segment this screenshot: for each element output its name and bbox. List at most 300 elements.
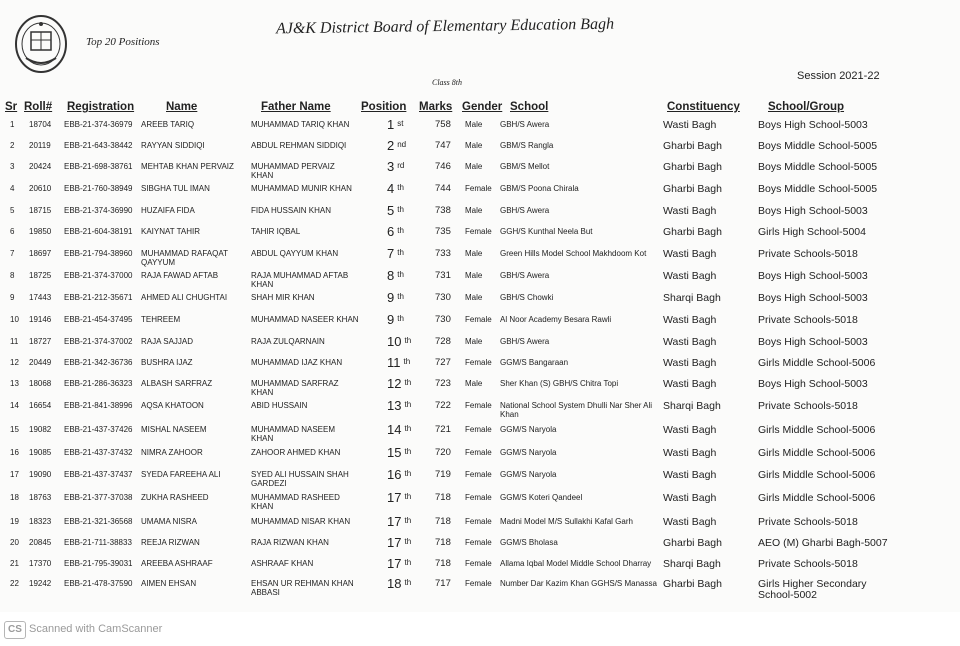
cell-registration: EBB-21-795-39031 (64, 559, 133, 568)
table-row (0, 535, 960, 558)
cell-sr: 13 (10, 379, 19, 388)
cell-sr: 3 (10, 162, 15, 171)
cell-roll: 20845 (29, 538, 52, 547)
position-suffix: th (397, 270, 404, 279)
cell-constituency: Wasti Bagh (663, 336, 717, 348)
cell-marks: 744 (435, 183, 451, 194)
scanner-footer (0, 612, 960, 646)
cell-father-name: ABDUL QAYYUM KHAN (251, 249, 339, 258)
table-row (0, 576, 960, 601)
cell-school: GBM/S Rangla (500, 141, 554, 150)
cell-marks: 721 (435, 424, 451, 435)
cell-marks: 733 (435, 248, 451, 259)
table-row (0, 246, 960, 269)
cell-sr: 6 (10, 227, 15, 236)
position-number: 10 (387, 334, 402, 349)
cell-marks: 738 (435, 205, 451, 216)
cell-father-name: ABID HUSSAIN (251, 401, 308, 410)
cell-school-group: AEO (M) Gharbi Bagh-5007 (758, 537, 888, 549)
cell-name: KAIYNAT TAHIR (141, 227, 200, 236)
cell-position (387, 468, 411, 482)
cell-gender: Male (465, 271, 483, 280)
cell-father-name: SYED ALI HUSSAIN SHAH GARDEZI (251, 470, 349, 488)
cell-sr: 20 (10, 538, 19, 547)
cell-position (387, 557, 411, 571)
table-row (0, 467, 960, 490)
col-sr: Sr (5, 101, 18, 113)
cell-position (387, 118, 403, 132)
col-school-group: School/Group (768, 101, 845, 113)
cell-constituency: Gharbi Bagh (663, 183, 722, 195)
cell-position (387, 313, 404, 327)
cell-father-name: MUHAMMAD SARFRAZ KHAN (251, 379, 339, 397)
col-name: Name (166, 101, 198, 113)
cell-registration: EBB-21-478-37590 (64, 579, 133, 588)
cell-school: GGM/S Naryola (500, 470, 557, 479)
cell-position (387, 269, 404, 283)
cell-position (387, 160, 404, 174)
cell-name: ALBASH SARFRAZ (141, 379, 213, 388)
cell-gender: Male (465, 120, 483, 129)
cell-constituency: Wasti Bagh (663, 492, 717, 504)
position-number: 17 (387, 514, 402, 529)
cell-sr: 16 (10, 448, 19, 457)
cell-marks: 727 (435, 357, 451, 368)
position-suffix: th (403, 357, 411, 366)
cell-father-name: MUHAMMAD MUNIR KHAN (251, 184, 352, 193)
position-suffix: th (404, 558, 412, 567)
position-suffix: th (404, 400, 412, 409)
cell-school: Madni Model M/S Sullakhi Kafal Garh (500, 517, 633, 526)
cell-marks: 723 (435, 378, 451, 389)
cell-name: MUHAMMAD RAFAQAT QAYYUM (141, 249, 228, 267)
cell-constituency: Wasti Bagh (663, 357, 717, 369)
cell-position (387, 291, 404, 305)
cell-registration: EBB-21-212-35671 (64, 293, 133, 302)
cell-position (387, 182, 404, 196)
cell-position (387, 335, 411, 349)
cell-school: National School System Dhulli Nar Sher Ali Khan (500, 401, 653, 419)
cell-school-group: Boys High School-5003 (758, 336, 868, 348)
cell-school: GBH/S Awera (500, 120, 550, 129)
position-suffix: rd (397, 161, 405, 170)
cell-father-name: RAJA MUHAMMAD AFTAB KHAN (251, 271, 349, 289)
cell-gender: Male (465, 337, 483, 346)
col-constituency: Constituency (667, 101, 740, 113)
position-suffix: nd (397, 140, 407, 149)
table-row (0, 181, 960, 204)
table-row (0, 376, 960, 399)
cell-roll: 18697 (29, 249, 52, 258)
cell-position (387, 377, 411, 391)
cell-registration: EBB-21-760-38949 (64, 184, 133, 193)
cell-school-group: Girls Middle School-5006 (758, 424, 876, 436)
cell-gender: Female (465, 401, 492, 410)
cell-name: SIBGHA TUL IMAN (141, 184, 210, 193)
position-suffix: th (397, 183, 404, 192)
cell-roll: 19090 (29, 470, 52, 479)
cell-registration: EBB-21-377-37038 (64, 493, 133, 502)
position-number: 17 (387, 535, 402, 550)
position-suffix: th (404, 516, 412, 525)
table-row (0, 334, 960, 357)
position-number: 11 (387, 355, 401, 370)
table-row (0, 268, 960, 291)
cell-position (387, 491, 411, 505)
cell-roll: 20449 (29, 358, 52, 367)
cell-roll: 19082 (29, 425, 52, 434)
cell-school: GBH/S Chowki (500, 293, 554, 302)
cell-gender: Male (465, 293, 483, 302)
cell-father-name: MUHAMMAD NISAR KHAN (251, 517, 351, 526)
position-suffix: th (404, 447, 412, 456)
cell-constituency: Wasti Bagh (663, 447, 717, 459)
position-suffix: th (397, 248, 404, 257)
cell-school: GGM/S Naryola (500, 425, 557, 434)
position-suffix: th (397, 314, 404, 323)
cell-name: AHMED ALI CHUGHTAI (141, 293, 228, 302)
cell-position (387, 536, 411, 550)
cell-sr: 22 (10, 579, 19, 588)
cell-roll: 18323 (29, 517, 52, 526)
cell-gender: Female (465, 184, 492, 193)
col-father-name: Father Name (261, 101, 331, 113)
position-suffix: th (404, 578, 412, 587)
cell-school-group: Private Schools-5018 (758, 400, 858, 412)
cell-gender: Female (465, 315, 492, 324)
cell-constituency: Sharqi Bagh (663, 292, 721, 304)
table-row (0, 224, 960, 247)
cell-roll: 18704 (29, 120, 52, 129)
position-number: 5 (387, 203, 395, 218)
cell-marks: 728 (435, 336, 451, 347)
table-row (0, 312, 960, 335)
position-number: 9 (387, 312, 395, 327)
cell-school: GGH/S Kunthal Neela But (500, 227, 593, 236)
cell-gender: Male (465, 379, 483, 388)
cell-sr: 4 (10, 184, 15, 193)
cell-sr: 10 (10, 315, 19, 324)
cell-registration: EBB-21-374-36979 (64, 120, 133, 129)
position-suffix: st (397, 119, 404, 128)
cell-name: MISHAL NASEEM (141, 425, 207, 434)
position-number: 3 (387, 159, 395, 174)
cell-marks: 719 (435, 469, 451, 480)
cell-roll: 17370 (29, 559, 52, 568)
cell-roll: 20119 (29, 141, 51, 150)
cell-marks: 735 (435, 226, 451, 237)
cell-sr: 11 (10, 337, 19, 346)
cell-registration: EBB-21-286-36323 (64, 379, 133, 388)
cell-marks: 718 (435, 516, 451, 527)
cell-gender: Female (465, 517, 492, 526)
position-number: 7 (387, 246, 395, 261)
page-title: AJ&K District Board of Elementary Education Bagh (275, 15, 615, 38)
cell-school-group: Boys High School-5003 (758, 119, 868, 131)
cell-school: GBM/S Mellot (500, 162, 550, 171)
cell-name: SYEDA FAREEHA ALI (141, 470, 221, 479)
position-suffix: th (397, 205, 404, 214)
cell-father-name: ABDUL REHMAN SIDDIQI (251, 141, 347, 150)
position-number: 12 (387, 376, 402, 391)
cell-school-group: Girls Middle School-5006 (758, 357, 876, 369)
cell-gender: Male (465, 249, 483, 258)
table-row (0, 355, 960, 378)
cell-marks: 746 (435, 161, 451, 172)
cell-sr: 15 (10, 425, 19, 434)
cell-school-group: Boys Middle School-5005 (758, 140, 878, 152)
cell-roll: 18068 (29, 379, 52, 388)
cell-name: HUZAIFA FIDA (141, 206, 195, 215)
cell-name: AREEB TARIQ (141, 120, 195, 129)
cell-sr: 17 (10, 470, 19, 479)
cell-marks: 718 (435, 492, 451, 503)
cell-gender: Female (465, 227, 492, 236)
cell-marks: 730 (435, 292, 451, 303)
position-number: 17 (387, 490, 402, 505)
cell-constituency: Wasti Bagh (663, 205, 717, 217)
position-number: 9 (387, 290, 395, 305)
position-number: 15 (387, 445, 402, 460)
cell-name: ZUKHA RASHEED (141, 493, 209, 502)
cell-position (387, 399, 411, 413)
cell-sr: 7 (10, 249, 15, 258)
cell-father-name: MUHAMMAD IJAZ KHAN (251, 358, 343, 367)
position-suffix: th (397, 292, 404, 301)
position-number: 13 (387, 398, 402, 413)
cell-constituency: Wasti Bagh (663, 248, 717, 260)
cell-constituency: Wasti Bagh (663, 314, 717, 326)
position-suffix: th (397, 226, 404, 235)
cell-sr: 5 (10, 206, 15, 215)
position-suffix: th (404, 336, 412, 345)
cell-registration: EBB-21-794-38960 (64, 249, 133, 258)
cell-roll: 19850 (29, 227, 52, 236)
cell-registration: EBB-21-437-37426 (64, 425, 133, 434)
position-number: 8 (387, 268, 395, 283)
cell-constituency: Wasti Bagh (663, 469, 717, 481)
cell-school-group: Girls High School-5004 (758, 226, 866, 238)
table-row (0, 514, 960, 537)
cell-school: GBM/S Poona Chirala (500, 184, 579, 193)
cell-school: GGM/S Koteri Qandeel (500, 493, 583, 502)
cell-school-group: Boys High School-5003 (758, 378, 868, 390)
col-school: School (510, 101, 549, 113)
cell-roll: 18763 (29, 493, 52, 502)
cell-roll: 19085 (29, 448, 52, 457)
cell-position (387, 423, 411, 437)
cell-roll: 18725 (29, 271, 52, 280)
cell-school-group: Girls Middle School-5006 (758, 469, 876, 481)
cell-school: GGM/S Naryola (500, 448, 557, 457)
table-row (0, 490, 960, 513)
cell-registration: EBB-21-374-36990 (64, 206, 133, 215)
cell-school-group: Boys High School-5003 (758, 270, 868, 282)
cell-father-name: MUHAMMAD NASEEM KHAN (251, 425, 336, 443)
cell-school-group: Boys High School-5003 (758, 205, 868, 217)
cell-constituency: Gharbi Bagh (663, 226, 722, 238)
cell-registration: EBB-21-437-37437 (64, 470, 133, 479)
cell-father-name: FIDA HUSSAIN KHAN (251, 206, 332, 215)
position-number: 14 (387, 422, 402, 437)
cell-sr: 8 (10, 271, 15, 280)
cell-name: BUSHRA IJAZ (141, 358, 193, 367)
cell-registration: EBB-21-437-37432 (64, 448, 133, 457)
position-number: 1 (387, 117, 395, 132)
cell-constituency: Wasti Bagh (663, 270, 717, 282)
cell-school-group: Girls Higher Secondary School-5002 (758, 578, 867, 601)
cell-name: RAYYAN SIDDIQI (141, 141, 205, 150)
cell-marks: 718 (435, 558, 451, 569)
cell-marks: 722 (435, 400, 451, 411)
cell-school: Al Noor Academy Besara Rawli (500, 315, 612, 324)
cell-marks: 731 (435, 270, 451, 281)
table-row (0, 159, 960, 182)
cell-roll: 20424 (29, 162, 52, 171)
cell-school: GBH/S Awera (500, 206, 550, 215)
cell-school-group: Private Schools-5018 (758, 248, 858, 260)
cell-roll: 18727 (29, 337, 52, 346)
position-suffix: th (404, 537, 412, 546)
cell-roll: 19242 (29, 579, 52, 588)
cell-constituency: Gharbi Bagh (663, 140, 722, 152)
col-registration: Registration (67, 101, 135, 113)
cell-gender: Female (465, 358, 492, 367)
cell-school-group: Boys Middle School-5005 (758, 183, 878, 195)
cell-gender: Male (465, 141, 483, 150)
cell-registration: EBB-21-841-38996 (64, 401, 133, 410)
board-seal-logo (14, 14, 68, 76)
cell-father-name: MUHAMMAD RASHEED KHAN (251, 493, 340, 511)
cell-marks: 730 (435, 314, 451, 325)
cell-position (387, 356, 410, 370)
cell-position (387, 247, 404, 261)
table-row (0, 203, 960, 226)
cell-name: UMAMA NISRA (141, 517, 198, 526)
cell-gender: Female (465, 493, 492, 502)
table-row (0, 445, 960, 468)
cell-marks: 718 (435, 537, 451, 548)
cell-position (387, 204, 404, 218)
cell-name: AQSA KHATOON (141, 401, 204, 410)
cell-school-group: Boys Middle School-5005 (758, 161, 878, 173)
cell-father-name: MUHAMMAD TARIQ KHAN (251, 120, 350, 129)
cell-gender: Female (465, 559, 492, 568)
cell-roll: 16654 (29, 401, 52, 410)
cell-constituency: Wasti Bagh (663, 424, 717, 436)
cell-registration: EBB-21-374-37000 (64, 271, 133, 280)
cell-position (387, 139, 406, 153)
cell-school: Allama Iqbal Model Middle School Dharray (500, 559, 652, 568)
cell-gender: Male (465, 206, 483, 215)
position-number: 6 (387, 224, 395, 239)
cell-position (387, 446, 411, 460)
cell-sr: 18 (10, 493, 19, 502)
cell-father-name: MUHAMMAD PERVAIZ KHAN (251, 162, 335, 180)
cell-school-group: Girls Middle School-5006 (758, 492, 876, 504)
cell-marks: 747 (435, 140, 451, 151)
table-row (0, 422, 960, 445)
cell-father-name: TAHIR IQBAL (251, 227, 301, 236)
cell-school: Sher Khan (S) GBH/S Chitra Topi (500, 379, 619, 388)
cell-registration: EBB-21-643-38442 (64, 141, 133, 150)
cell-school: GGM/S Bholasa (500, 538, 558, 547)
cell-marks: 758 (435, 119, 451, 130)
position-suffix: th (404, 378, 412, 387)
col-gender: Gender (462, 101, 503, 113)
cell-position (387, 577, 411, 591)
cell-school: GBH/S Awera (500, 271, 550, 280)
cell-roll: 17443 (29, 293, 52, 302)
cell-school: GBH/S Awera (500, 337, 550, 346)
cell-constituency: Wasti Bagh (663, 378, 717, 390)
cell-name: REEJA RIZWAN (141, 538, 200, 547)
cell-constituency: Sharqi Bagh (663, 400, 721, 412)
cell-sr: 12 (10, 358, 19, 367)
cell-constituency: Gharbi Bagh (663, 537, 722, 549)
cell-registration: EBB-21-321-36568 (64, 517, 133, 526)
cell-sr: 21 (10, 559, 19, 568)
cell-school-group: Boys High School-5003 (758, 292, 868, 304)
scanner-watermark-text: Scanned with CamScanner (29, 623, 163, 635)
cell-name: RAJA FAWAD AFTAB (141, 271, 219, 280)
cell-constituency: Wasti Bagh (663, 119, 717, 131)
col-marks: Marks (419, 101, 453, 113)
cell-name: TEHREEM (141, 315, 181, 324)
position-suffix: th (404, 424, 412, 433)
cell-constituency: Wasti Bagh (663, 516, 717, 528)
cell-registration: EBB-21-374-37002 (64, 337, 133, 346)
cell-sr: 1 (10, 120, 15, 129)
cell-school-group: Private Schools-5018 (758, 314, 858, 326)
position-number: 2 (387, 138, 395, 153)
cell-school-group: Girls Middle School-5006 (758, 447, 876, 459)
table-row (0, 117, 960, 140)
cell-marks: 720 (435, 447, 451, 458)
table-row (0, 398, 960, 421)
cell-position (387, 225, 404, 239)
table-row (0, 556, 960, 579)
cell-father-name: ASHRAAF KHAN (251, 559, 314, 568)
position-number: 17 (387, 556, 402, 571)
cell-gender: Male (465, 162, 483, 171)
cell-gender: Female (465, 425, 492, 434)
cell-gender: Female (465, 470, 492, 479)
cell-sr: 2 (10, 141, 15, 150)
cell-name: RAJA SAJJAD (141, 337, 194, 346)
cell-school-group: Private Schools-5018 (758, 558, 858, 570)
table-row (0, 290, 960, 313)
cell-registration: EBB-21-454-37495 (64, 315, 133, 324)
cell-roll: 20610 (29, 184, 52, 193)
cell-name: NIMRA ZAHOOR (141, 448, 203, 457)
cell-gender: Female (465, 448, 492, 457)
position-suffix: th (404, 469, 412, 478)
cell-constituency: Gharbi Bagh (663, 161, 722, 173)
table-row (0, 138, 960, 161)
position-number: 16 (387, 467, 402, 482)
col-position: Position (361, 101, 407, 113)
cell-father-name: EHSAN UR REHMAN KHAN ABBASI (251, 579, 354, 597)
cell-registration: EBB-21-698-38761 (64, 162, 133, 171)
cell-constituency: Sharqi Bagh (663, 558, 721, 570)
cell-sr: 19 (10, 517, 19, 526)
cell-father-name: RAJA ZULQARNAIN (251, 337, 325, 346)
col-roll: Roll# (24, 101, 53, 113)
cell-marks: 717 (435, 578, 451, 589)
cell-school: Green Hills Model School Makhdoom Kot (500, 249, 647, 258)
cell-school-group: Private Schools-5018 (758, 516, 858, 528)
